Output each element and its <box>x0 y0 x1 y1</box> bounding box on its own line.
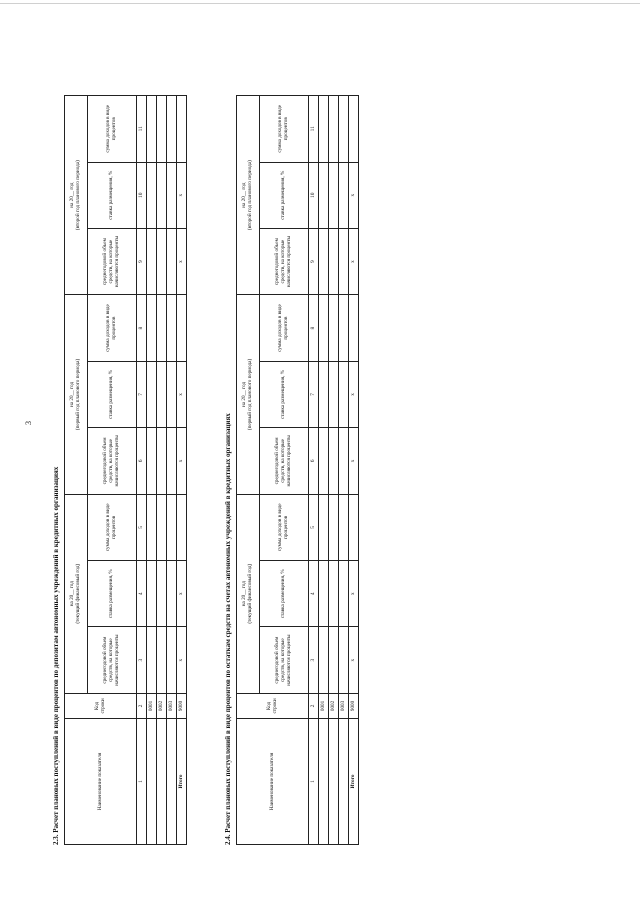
period-year: на 20__ год <box>241 381 248 408</box>
data-cell <box>329 162 339 228</box>
total-cell <box>349 494 359 560</box>
row-code: 0002 <box>329 693 339 718</box>
period-label: (текущий финансовый год) <box>75 563 81 624</box>
period-header <box>65 96 88 295</box>
total-code: 9000 <box>349 693 359 718</box>
data-cell <box>329 494 339 560</box>
total-cell <box>177 295 187 361</box>
data-cell <box>339 494 349 560</box>
subcol-header: ставка размещения, % <box>260 361 309 427</box>
data-cell <box>319 561 329 627</box>
period-header <box>237 96 260 295</box>
data-cell <box>167 96 177 163</box>
total-cell: x <box>177 428 187 494</box>
period-header <box>65 295 88 494</box>
data-cell <box>329 361 339 427</box>
table-row <box>157 96 167 845</box>
table-row <box>339 96 349 845</box>
column-number: 9 <box>309 228 319 294</box>
data-cell <box>157 428 167 494</box>
period-label: (второй год планового периода) <box>75 160 81 231</box>
data-cell <box>329 561 339 627</box>
column-number: 3 <box>137 627 147 693</box>
column-number: 9 <box>137 228 147 294</box>
row-name <box>319 719 329 845</box>
data-cell <box>319 428 329 494</box>
row-code: 0003 <box>339 693 349 718</box>
row-name <box>167 719 177 845</box>
data-cell <box>147 295 157 361</box>
total-cell <box>177 494 187 560</box>
data-cell <box>339 295 349 361</box>
data-cell <box>157 561 167 627</box>
data-cell <box>329 228 339 294</box>
data-cell <box>329 295 339 361</box>
row-code: 0001 <box>319 693 329 718</box>
total-cell: x <box>349 561 359 627</box>
column-number: 5 <box>137 494 147 560</box>
row-name <box>157 719 167 845</box>
total-code: 9000 <box>177 693 187 718</box>
subcol-header: среднегодовой объем средств, на которые начисляются проценты <box>260 228 309 294</box>
data-cell <box>167 627 177 693</box>
data-cell <box>167 228 177 294</box>
data-cell <box>339 361 349 427</box>
subcol-header: ставка размещения, % <box>260 162 309 228</box>
total-cell: x <box>349 228 359 294</box>
total-row <box>349 96 359 845</box>
data-cell <box>157 627 167 693</box>
subcol-header: среднегодовой объем средств, на которые начисляются проценты <box>260 627 309 693</box>
subcol-header: среднегодовой объем средств, на которые начисляются проценты <box>260 428 309 494</box>
table-row <box>147 96 157 845</box>
subcol-header: ставка размещения, % <box>260 561 309 627</box>
header-row-periods <box>237 96 260 845</box>
data-cell <box>147 627 157 693</box>
total-label: Итого <box>177 719 187 845</box>
data-cell <box>167 361 177 427</box>
subcol-header: ставка размещения, % <box>88 361 137 427</box>
data-cell <box>167 494 177 560</box>
period-label: (первый год планового периода) <box>75 358 81 431</box>
data-cell <box>319 494 329 560</box>
subcol-header: ставка размещения, % <box>88 162 137 228</box>
column-number: 2 <box>309 693 319 718</box>
subcol-header: сумма доходов в виде процентов <box>88 96 137 163</box>
section-2-3-title: 2.3. Расчет плановых поступлений в виде процентов по депозитам автономных учреждений в кредитных организациях <box>52 466 60 845</box>
column-number: 10 <box>137 162 147 228</box>
period-label: (первый год планового периода) <box>247 358 253 431</box>
data-cell <box>147 162 157 228</box>
column-number: 6 <box>309 428 319 494</box>
data-cell <box>167 295 177 361</box>
row-code: 0002 <box>157 693 167 718</box>
data-cell <box>157 228 167 294</box>
table-row <box>167 96 177 845</box>
column-number: 10 <box>309 162 319 228</box>
total-label: Итого <box>349 719 359 845</box>
column-number: 7 <box>309 361 319 427</box>
row-name <box>329 719 339 845</box>
period-label: (второй год планового периода) <box>247 160 253 231</box>
total-cell: x <box>349 428 359 494</box>
period-label: (текущий финансовый год) <box>247 563 253 624</box>
subcol-header: сумма доходов в виде процентов <box>260 96 309 163</box>
data-cell <box>339 627 349 693</box>
subcol-header: ставка размещения, % <box>88 561 137 627</box>
total-cell: x <box>349 627 359 693</box>
column-numbers-row <box>309 96 319 845</box>
data-cell <box>329 428 339 494</box>
column-number: 1 <box>137 719 147 845</box>
data-cell <box>339 96 349 163</box>
period-header <box>237 494 260 693</box>
subcol-header: сумма доходов в виде процентов <box>88 494 137 560</box>
data-cell <box>339 162 349 228</box>
subcol-header: среднегодовой объем средств, на которые начисляются проценты <box>88 627 137 693</box>
column-number: 4 <box>309 561 319 627</box>
section-2-4-title: 2.4. Расчет плановых поступлений в виде процентов по остаткам средств на счетах автономных учреждений в кредитных организациях <box>224 413 232 845</box>
data-cell <box>157 96 167 163</box>
data-cell <box>167 561 177 627</box>
data-cell <box>147 228 157 294</box>
subcol-header: сумма доходов в виде процентов <box>260 494 309 560</box>
data-cell <box>319 228 329 294</box>
total-cell: x <box>177 162 187 228</box>
data-cell <box>329 96 339 163</box>
header-row-periods <box>65 96 88 845</box>
data-cell <box>319 162 329 228</box>
col-code-header: Код строки <box>65 693 137 718</box>
column-number: 11 <box>309 96 319 163</box>
period-year: на 20__ год <box>69 581 76 607</box>
subcol-header: сумма доходов в виде процентов <box>260 295 309 361</box>
data-cell <box>157 295 167 361</box>
total-cell: x <box>349 361 359 427</box>
column-number: 2 <box>137 693 147 718</box>
data-cell <box>339 228 349 294</box>
column-number: 8 <box>309 295 319 361</box>
col-name-header: Наименование показателя <box>237 719 309 845</box>
data-cell <box>147 428 157 494</box>
table-row <box>319 96 329 845</box>
data-cell <box>167 428 177 494</box>
data-cell <box>147 361 157 427</box>
data-cell <box>167 162 177 228</box>
row-code: 0001 <box>147 693 157 718</box>
column-number: 7 <box>137 361 147 427</box>
column-number: 8 <box>137 295 147 361</box>
column-number: 3 <box>309 627 319 693</box>
total-cell: x <box>177 561 187 627</box>
column-number: 11 <box>137 96 147 163</box>
data-cell <box>157 162 167 228</box>
column-numbers-row <box>137 96 147 845</box>
data-cell <box>319 295 329 361</box>
data-cell <box>147 494 157 560</box>
row-code: 0003 <box>167 693 177 718</box>
data-cell <box>319 627 329 693</box>
data-cell <box>157 361 167 427</box>
total-cell <box>349 96 359 163</box>
total-cell: x <box>349 162 359 228</box>
total-cell <box>177 96 187 163</box>
total-cell: x <box>177 228 187 294</box>
period-year: на 20__ год <box>241 581 248 607</box>
data-cell <box>147 96 157 163</box>
total-cell: x <box>177 627 187 693</box>
row-name <box>339 719 349 845</box>
col-name-header: Наименование показателя <box>65 719 137 845</box>
col-code-header: Код строки <box>237 693 309 718</box>
total-row <box>177 96 187 845</box>
data-cell <box>329 627 339 693</box>
period-header <box>65 494 88 693</box>
subcol-header: сумма доходов в виде процентов <box>88 295 137 361</box>
column-number: 5 <box>309 494 319 560</box>
period-header <box>237 295 260 494</box>
data-cell <box>157 494 167 560</box>
section-2-4-table <box>236 95 359 845</box>
row-name <box>147 719 157 845</box>
column-number: 6 <box>137 428 147 494</box>
column-number: 4 <box>137 561 147 627</box>
data-cell <box>339 561 349 627</box>
total-cell: x <box>177 361 187 427</box>
section-2-3-table <box>64 95 187 845</box>
page-number: 3 <box>24 421 33 425</box>
subcol-header: среднегодовой объем средств, на которые начисляются проценты <box>88 228 137 294</box>
data-cell <box>339 428 349 494</box>
period-year: на 20__ год <box>241 182 248 208</box>
data-cell <box>147 561 157 627</box>
period-year: на 20__ год <box>69 182 76 208</box>
data-cell <box>319 361 329 427</box>
total-cell <box>349 295 359 361</box>
column-number: 1 <box>309 719 319 845</box>
period-year: на 20__ год <box>69 381 76 408</box>
subcol-header: среднегодовой объем средств, на которые начисляются проценты <box>88 428 137 494</box>
table-row <box>329 96 339 845</box>
data-cell <box>319 96 329 163</box>
